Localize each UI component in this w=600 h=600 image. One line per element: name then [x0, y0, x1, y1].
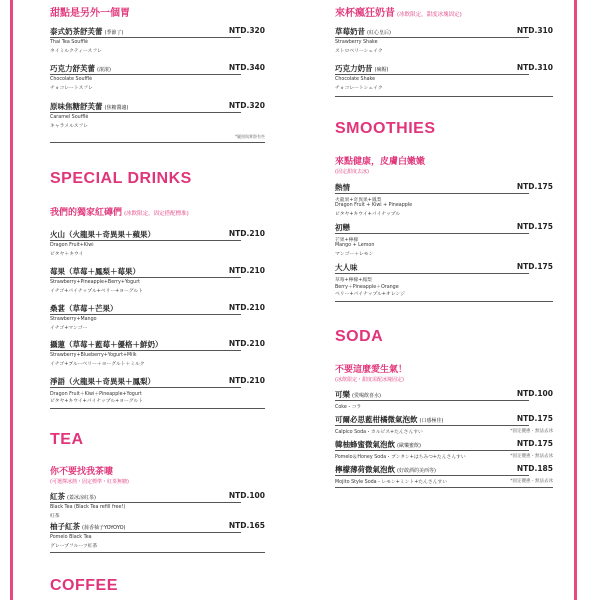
item-note: *固定優惠・無法去冰	[510, 479, 553, 484]
tea-note: (可選擇冰熱・固定標準・紅茶無糖)	[50, 479, 129, 485]
item-name: 巧克力舒芙蕾 (滾滾)	[50, 64, 111, 73]
shake-title: 來杯瘋狂奶昔 (冰飲限定，甜度冰塊固定)	[335, 8, 462, 19]
dessert-title: 甜點是另外一個胃	[50, 8, 130, 19]
item-japanese: チョコレートシェイク	[335, 86, 383, 91]
divider	[335, 450, 529, 451]
item-price: NTD.175	[516, 222, 553, 231]
item-japanese: 紅茶	[50, 514, 60, 519]
tea-title: TEA	[50, 431, 84, 448]
divider	[50, 314, 241, 315]
item-english: Dragon Fruit + Kiwi + Pineapple	[335, 203, 413, 208]
item-price: NTD.100	[516, 389, 553, 398]
divider	[335, 37, 529, 38]
item-english: Pomelo＆Honey Soda・ブンタン+はちみつ+たんさんすい	[335, 455, 466, 460]
tea-subtitle: 你不要找我茶嘍	[50, 467, 114, 477]
special-drinks-title: SPECIAL DRINKS	[50, 170, 192, 187]
item-english: Pomelo Black Tea	[50, 535, 92, 540]
smoothies-subtitle: 來點健康，皮膚白嫩嫩	[335, 157, 426, 167]
item-note: *固定優惠・無法去冰	[510, 454, 553, 459]
item-ingredients: 火龍果+奇異果+鳳梨	[335, 198, 382, 203]
item-japanese: ピタヤ＋キウイ	[50, 252, 84, 257]
item-price: NTD.210	[228, 266, 265, 275]
item-japanese: ピタヤ+キウイ+パイナップル	[335, 212, 401, 217]
divider	[335, 425, 529, 426]
item-japanese: マンゴー＋レモン	[335, 252, 374, 257]
section-end-rule	[50, 552, 265, 553]
item-name: 熱情	[335, 183, 350, 192]
item-price: NTD.210	[228, 376, 265, 385]
smoothies-note: (固定甜度去冰)	[335, 169, 369, 175]
item-price: NTD.210	[228, 229, 265, 238]
item-name: 初戀	[335, 223, 350, 232]
soda-subtitle: 不要這麼愛生氣！	[335, 365, 408, 375]
item-japanese: イチゴ+パイナップル+ベリー+ヨーグルト	[50, 289, 143, 294]
divider	[50, 74, 241, 75]
item-price: NTD.310	[516, 63, 553, 72]
divider	[50, 502, 241, 503]
divider	[335, 273, 529, 274]
item-price: NTD.165	[228, 521, 265, 530]
divider	[50, 350, 241, 351]
dessert-footnote: *圖照與實際有些	[235, 134, 265, 139]
item-name: 泰式奶茶舒芙蕾 (季節了)	[50, 27, 124, 36]
item-english: Coke・コラ	[335, 405, 362, 410]
item-name: 韓柚蜂蜜微氣泡飲 (歐樂蜜飲)	[335, 440, 421, 449]
soda-note: (冰飲限定・甜度需配冰塊固定)	[335, 377, 404, 383]
item-name: 桑葚（草莓＋芒果）	[50, 304, 118, 313]
item-name: 大人味	[335, 263, 358, 272]
item-english: Black Tea (Black Tea refill free!)	[50, 505, 126, 510]
item-english: Chocolate Shake	[335, 77, 376, 82]
item-english: Strawberry+Mango	[50, 317, 97, 322]
item-name: 可爾必思藍柑橘微氣泡飲 (口感極佳)	[335, 415, 444, 424]
divider	[335, 400, 529, 401]
smoothies-title: SMOOTHIES	[335, 120, 436, 137]
item-ingredients: 芒果+檸檬	[335, 238, 359, 243]
item-name: 莓果（草莓＋鳳梨＋莓果）	[50, 267, 140, 276]
item-name: 檸檬薄荷微氣泡飲 (好敢酒的美西等)	[335, 465, 436, 474]
item-japanese: タイミルクティースフレ	[50, 49, 102, 54]
divider	[50, 277, 241, 278]
item-english: Mango + Lemon	[335, 243, 375, 248]
section-end-rule	[335, 487, 553, 488]
item-english: Chocolate Soufflé	[50, 77, 93, 82]
item-english: Strawberry+Blueberry+Yogurt+Milk	[50, 353, 137, 358]
divider	[335, 233, 529, 234]
item-japanese: グレープフルーツ紅茶	[50, 544, 98, 549]
item-english: Calpico Soda・カルピス+たんさんすい	[335, 430, 423, 435]
item-english: Thai Tea Soufflé	[50, 40, 88, 45]
item-name: 草莓奶昔 (紅心皇后)	[335, 27, 391, 36]
item-japanese: イチゴ+マンゴー	[50, 326, 88, 331]
item-price: NTD.320	[228, 101, 265, 110]
divider	[50, 532, 241, 533]
section-end-rule	[50, 408, 265, 409]
item-japanese: チョコレートスフレ	[50, 86, 93, 91]
item-japanese: イチゴ+ブルーベリー＋ヨーグルト＋ミルク	[50, 362, 145, 367]
left-accent-rail	[10, 0, 13, 600]
item-ingredients: 草莓+檸檬+鳳梨	[335, 278, 372, 283]
item-japanese: ベリー+パイナップル+オレンジ	[335, 292, 405, 297]
divider	[50, 37, 241, 38]
item-price: NTD.310	[516, 26, 553, 35]
item-name: 原味焦糖舒芙蕾 (焦糖醬適)	[50, 102, 129, 111]
divider	[335, 193, 529, 194]
item-price: NTD.210	[228, 339, 265, 348]
item-english: Dragon Fruit+Kiwi	[50, 243, 94, 248]
item-name: 火山（火龍果＋奇異果＋蘋果）	[50, 230, 155, 239]
item-japanese: ピタヤ+キウイ+パイナップル+ヨーグルト	[50, 399, 144, 404]
coffee-title: COFFEE	[50, 577, 118, 594]
item-english: Mojito Style Soda・レモン+ミント+たんさんすい	[335, 480, 448, 485]
item-price: NTD.175	[516, 414, 553, 423]
item-name: 柚子紅茶 (蕎香柚子YOYOYO)	[50, 522, 126, 531]
section-end-rule	[335, 96, 553, 97]
item-name: 巧克力奶昔 (瘋帽)	[335, 64, 389, 73]
divider	[50, 387, 241, 388]
item-english: Caramel Soufflé	[50, 115, 89, 120]
divider	[335, 74, 529, 75]
item-japanese: ストロベリーシェイク	[335, 49, 383, 54]
item-price: NTD.175	[516, 262, 553, 271]
item-name: 淨語（火龍果＋奇異果＋鳳梨）	[50, 377, 155, 386]
item-price: NTD.210	[228, 303, 265, 312]
item-price: NTD.185	[516, 464, 553, 473]
item-price: NTD.175	[516, 182, 553, 191]
divider	[50, 240, 241, 241]
item-english: Strawberry+Pineapple+Berry+Yogurt	[50, 280, 141, 285]
special-drinks-subtitle: 我們的獨家紅磚們 (冰飲限定，固定搭配標准)	[50, 208, 189, 218]
item-price: NTD.175	[516, 439, 553, 448]
right-accent-rail	[574, 0, 577, 600]
item-note: *固定優惠・無法去冰	[510, 429, 553, 434]
section-end-rule	[50, 142, 265, 143]
section-end-rule	[335, 301, 553, 302]
item-name: 紅茶 (蓋冰涼紅茶)	[50, 492, 96, 501]
item-english: Strawberry Shake	[335, 40, 378, 45]
item-english: Berry＋Pineapple＋Orange	[335, 285, 399, 290]
item-price: NTD.340	[228, 63, 265, 72]
item-name: 攝蓮（草莓＋藍莓＋優格＋鮮奶）	[50, 340, 163, 349]
divider	[335, 475, 529, 476]
item-english: Dragon Fruit＋Kiwi＋Pineapple+Yogurt	[50, 392, 142, 397]
divider	[50, 112, 241, 113]
item-name: 可樂 (愛喝飲喜水)	[335, 390, 381, 399]
item-japanese: キャラメルスフレ	[50, 124, 88, 129]
soda-title: SODA	[335, 328, 384, 345]
item-price: NTD.320	[228, 26, 265, 35]
item-price: NTD.100	[228, 491, 265, 500]
